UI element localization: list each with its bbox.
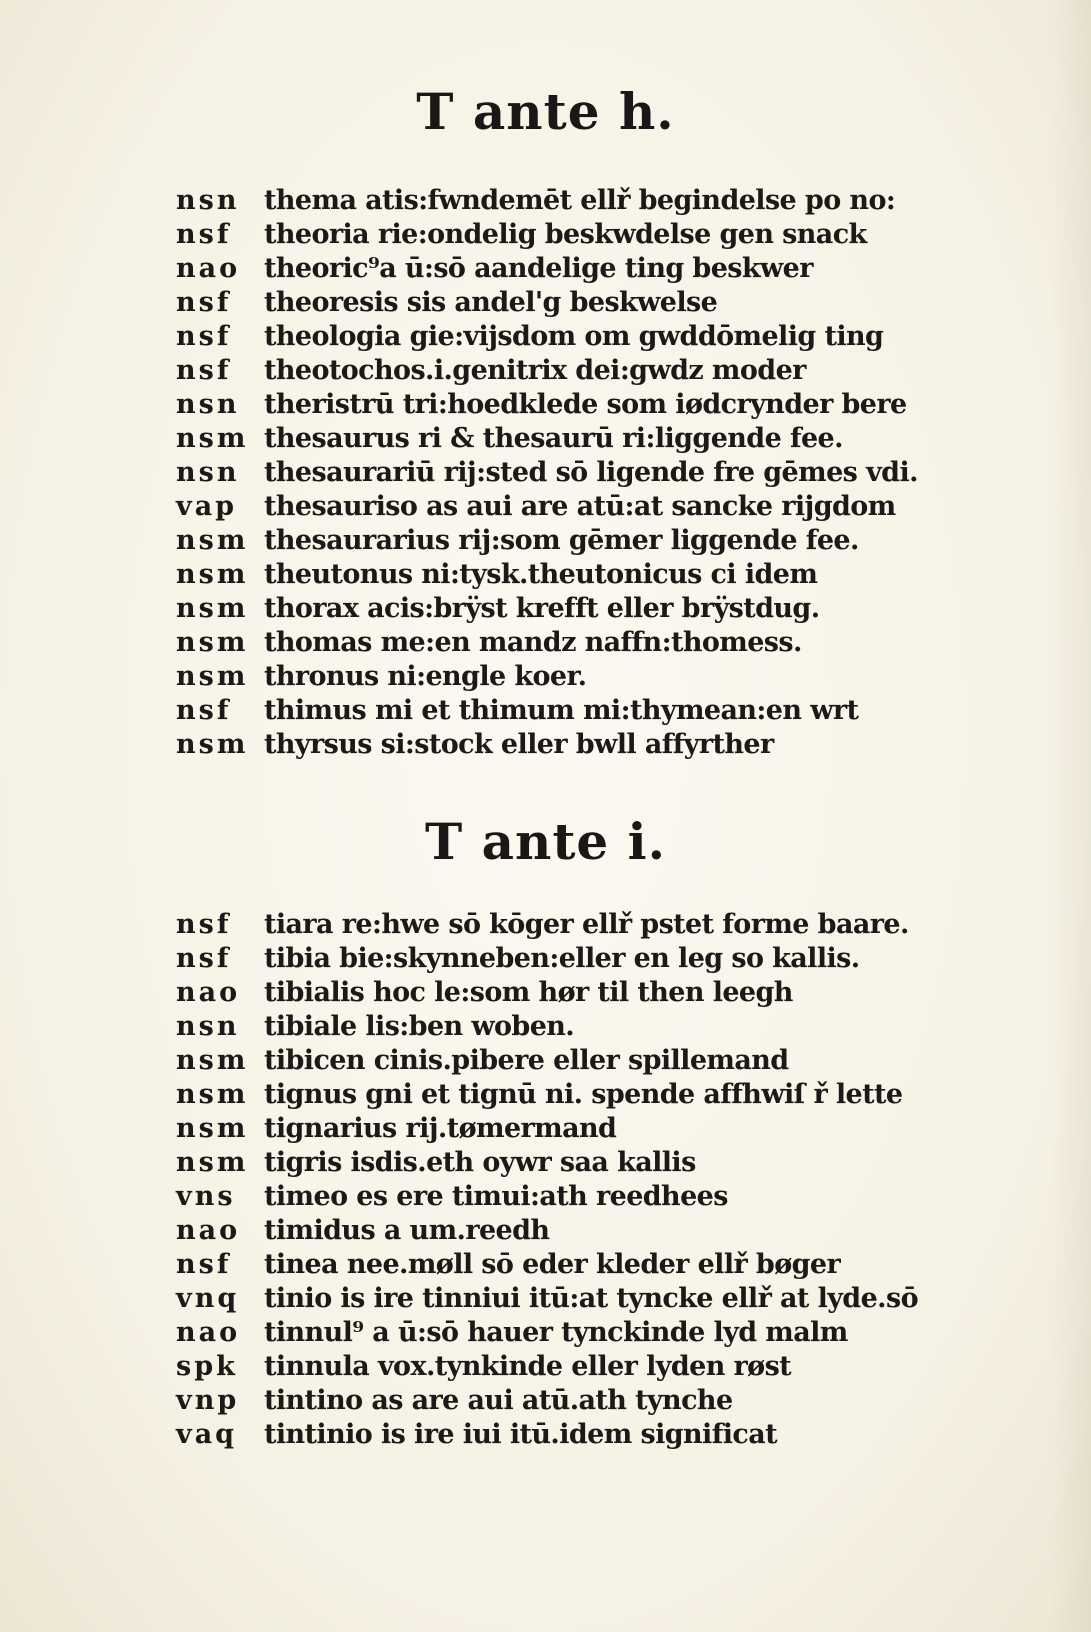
grammar-code: nsn — [176, 457, 240, 488]
grammar-code: nao — [176, 977, 241, 1008]
entry-text: theotochos.i.genitrix dei:gwdz moder — [264, 355, 806, 386]
dictionary-entry — [176, 388, 936, 422]
grammar-code: nsf — [176, 943, 232, 974]
entry-text: tigris isdis.eth oywr saa kallis — [264, 1147, 696, 1178]
dictionary-entry — [176, 728, 936, 762]
grammar-code: nsf — [176, 219, 232, 250]
grammar-code: nsm — [176, 559, 249, 590]
section-heading-h: T ante h. — [416, 82, 675, 141]
dictionary-entry — [176, 1316, 936, 1350]
entry-text: thomas me:en mandz naffn:thomess. — [264, 627, 802, 658]
dictionary-entry — [176, 1282, 936, 1316]
entry-text: timidus a um.reedh — [264, 1215, 550, 1246]
entry-text: theoric⁹a ū:sō aandelige ting beskwer — [264, 253, 813, 284]
entry-text: tinnula vox.tynkinde eller lyden røst — [264, 1351, 792, 1382]
dictionary-entry — [176, 660, 936, 694]
dictionary-entry — [176, 1010, 936, 1044]
dictionary-entry — [176, 942, 936, 976]
dictionary-entry — [176, 558, 936, 592]
grammar-code: nsn — [176, 185, 240, 216]
dictionary-entry — [176, 286, 936, 320]
grammar-code: nsn — [176, 389, 240, 420]
dictionary-entry — [176, 1146, 936, 1180]
grammar-code: nsm — [176, 1045, 249, 1076]
entry-text: tinea nee.møll sō eder kleder ellř bøger — [264, 1249, 841, 1280]
dictionary-entry — [176, 184, 936, 218]
grammar-code: nsf — [176, 321, 232, 352]
entry-text: theristrū tri:hoedklede som iødcrynder bere — [264, 389, 907, 420]
grammar-code: nsf — [176, 355, 232, 386]
entry-list-h — [176, 184, 936, 762]
grammar-code: nsm — [176, 1079, 249, 1110]
grammar-code: vaq — [176, 1419, 238, 1450]
entry-text: theoresis sis andel'g beskwelse — [264, 287, 718, 318]
entry-text: thesaurus ri & thesaurū ri:liggende fee. — [264, 423, 843, 454]
grammar-code: nsm — [176, 593, 249, 624]
grammar-code: nsm — [176, 1113, 249, 1144]
grammar-code: vnq — [176, 1283, 240, 1314]
entry-text: thorax acis:brÿst krefft eller brÿstdug. — [264, 593, 820, 624]
entry-text: theoria rie:ondelig beskwdelse gen snack — [264, 219, 867, 250]
grammar-code: nsf — [176, 909, 232, 940]
dictionary-entry — [176, 1180, 936, 1214]
dictionary-entry — [176, 1214, 936, 1248]
dictionary-entry — [176, 1384, 936, 1418]
dictionary-entry — [176, 694, 936, 728]
entry-text: tibicen cinis.pibere eller spillemand — [264, 1045, 789, 1076]
entry-text: tinnul⁹ a ū:sō hauer tynckinde lyd malm — [264, 1317, 848, 1348]
dictionary-entry — [176, 1350, 936, 1384]
entry-text: thesaurariū rij:sted sō ligende fre gēmes vdi. — [264, 457, 918, 488]
grammar-code: nsm — [176, 1147, 249, 1178]
entry-text: tinio is ire tinniui itū:at tyncke ellř at lyde.sō — [264, 1283, 918, 1314]
grammar-code: nsf — [176, 695, 232, 726]
entry-text: thesaurarius rij:som gēmer liggende fee. — [264, 525, 859, 556]
dictionary-entry — [176, 976, 936, 1010]
entry-text: tignarius rij.tømermand — [264, 1113, 617, 1144]
entry-text: tignus gni et tignū ni. spende affhwiſ ř lette — [264, 1079, 903, 1110]
grammar-code: nsm — [176, 525, 249, 556]
entry-text: tiara re:hwe sō kōger ellř pstet forme baare. — [264, 909, 909, 940]
entry-text: theologia gie:vijsdom om gwddōmelig ting — [264, 321, 884, 352]
entry-text: thema atis:fwndemēt ellř begindelse po no: — [264, 185, 896, 216]
entry-text: theutonus ni:tysk.theutonicus ci idem — [264, 559, 818, 590]
dictionary-entry — [176, 218, 936, 252]
grammar-code: vns — [176, 1181, 236, 1212]
grammar-code: vnp — [176, 1385, 240, 1416]
entry-text: thyrsus si:stock eller bwll affyrther — [264, 729, 774, 760]
dictionary-entry — [176, 1418, 936, 1452]
dictionary-entry — [176, 1044, 936, 1078]
dictionary-entry — [176, 456, 936, 490]
dictionary-entry — [176, 354, 936, 388]
grammar-code: nsf — [176, 287, 232, 318]
entry-text: tibialis hoc le:som hør til then leegh — [264, 977, 793, 1008]
dictionary-entry — [176, 1248, 936, 1282]
grammar-code: nsn — [176, 1011, 240, 1042]
dictionary-entry — [176, 422, 936, 456]
dictionary-entry — [176, 490, 936, 524]
grammar-code: nao — [176, 1215, 241, 1246]
dictionary-entry — [176, 1078, 936, 1112]
entry-text: thimus mi et thimum mi:thymean:en wrt — [264, 695, 859, 726]
grammar-code: nsf — [176, 1249, 232, 1280]
entry-text: timeo es ere timui:ath reedhees — [264, 1181, 728, 1212]
entry-text: tibia bie:skynneben:eller en leg so kallis. — [264, 943, 860, 974]
grammar-code: nsm — [176, 729, 249, 760]
dictionary-entry — [176, 320, 936, 354]
entry-text: thesauriso as aui are atū:at sancke rijgdom — [264, 491, 896, 522]
grammar-code: nsm — [176, 661, 249, 692]
grammar-code: nsm — [176, 423, 249, 454]
entry-text: thronus ni:engle koer. — [264, 661, 587, 692]
dictionary-entry — [176, 524, 936, 558]
grammar-code: nao — [176, 253, 241, 284]
grammar-code: nao — [176, 1317, 241, 1348]
entry-text: tintino as are aui atū.ath tynche — [264, 1385, 733, 1416]
grammar-code: vap — [176, 491, 238, 522]
dictionary-entry — [176, 592, 936, 626]
grammar-code: spk — [176, 1351, 238, 1382]
dictionary-entry — [176, 252, 936, 286]
dictionary-entry — [176, 908, 936, 942]
dictionary-entry — [176, 1112, 936, 1146]
entry-text: tintinio is ire iui itū.idem significat — [264, 1419, 777, 1450]
entry-list-i — [176, 908, 936, 1452]
dictionary-entry — [176, 626, 936, 660]
section-heading-i: T ante i. — [424, 812, 667, 871]
entry-text: tibiale lis:ben woben. — [264, 1011, 575, 1042]
grammar-code: nsm — [176, 627, 249, 658]
